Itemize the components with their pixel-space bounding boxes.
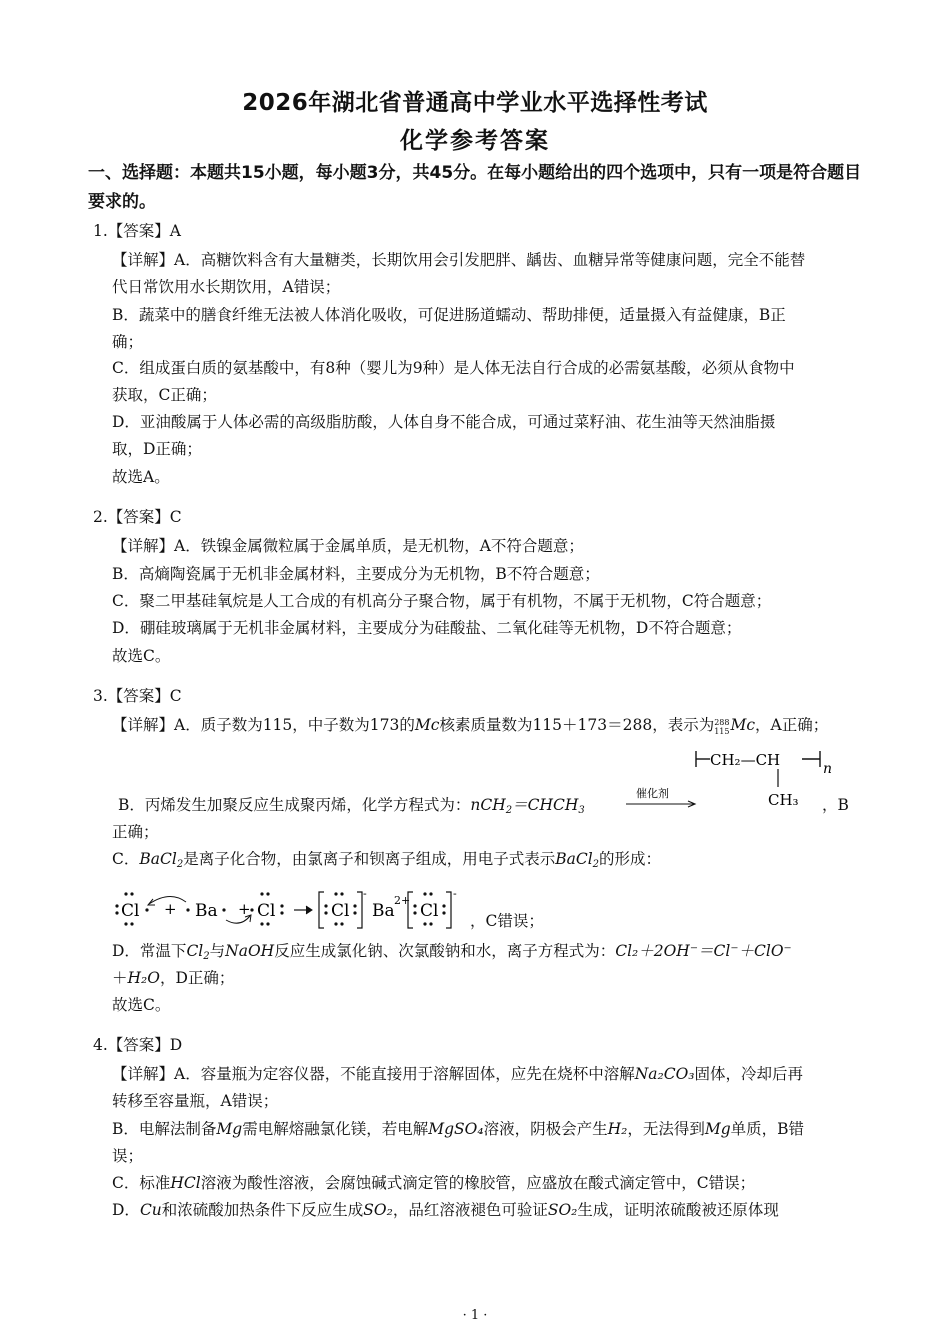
exam-title: 2026年湖北省普通高中学业水平选择性考试 <box>242 90 708 116</box>
q2-line: B．高熵陶瓷属于无机非金属材料，主要成分为无机物，B不符合题意； <box>112 565 600 583</box>
q1-line: D．亚油酸属于人体必需的高级脂肪酸，人体自身不能合成，可通过菜籽油、花生油等天然油脂摄 <box>112 413 776 431</box>
q3-line-b-end: ，B <box>822 796 849 814</box>
q1-line: 获取，C正确； <box>112 386 217 404</box>
q1-line: 代日常饮用水长期饮用，A错误； <box>112 278 341 296</box>
q3-line-a: 【详解】A．质子数为115，中子数为173的Mc核素质量数为115＋173＝288，表示为288 115Mc，A正确； <box>112 716 829 736</box>
chlorine-atom: Cl <box>121 901 140 921</box>
page-number: · 1 · <box>462 1308 488 1323</box>
q2-line: D．硼硅玻璃属于无机非金属材料，主要成分为硅酸盐、二氧化硅等无机物，D不符合题意； <box>112 619 742 637</box>
chloride-ion: Cl <box>331 901 350 921</box>
q1-answer: 1.【答案】A <box>93 222 181 240</box>
charge-label: - <box>453 887 457 900</box>
q3-line-d: D．常温下$Cl_2$与NaOH反应生成氯化钠、次氯酸钠和水，离子方程式为：Cl₂＋2OH⁻＝Cl⁻＋ClO⁻ <box>112 942 792 962</box>
polymer-n: n <box>823 761 833 777</box>
q2-answer: 2.【答案】C <box>93 508 182 526</box>
chlorine-atom: Cl <box>257 901 276 921</box>
nuclide-symbol: 288 115 <box>714 718 730 736</box>
plus-sign: + <box>164 900 177 918</box>
q3-line-c: C．BaCl$_2$是离子化合物，由氯离子和钡离子组成，用电子式表示BaCl$_2$的形成： <box>112 850 662 870</box>
q1-line: 取，D正确； <box>112 440 202 458</box>
q3-answer: 3.【答案】C <box>93 687 182 705</box>
polymer-methyl: CH₃ <box>768 791 799 809</box>
q2-line: 故选C。 <box>112 647 171 665</box>
q4-line-b: B．电解法制备Mg需电解熔融氯化镁，若电解MgSO₄溶液，阴极会产生H₂，无法得到Mg单质，B错 <box>112 1120 805 1138</box>
q2-line: C．聚二甲基硅氧烷是人工合成的有机高分子聚合物，属于有机物，不属于无机物，C符合题意； <box>112 592 772 610</box>
catalyst-label: 催化剂 <box>636 787 669 800</box>
q1-line: 确； <box>112 333 144 351</box>
q4-line-a: 【详解】A．容量瓶为定容仪器，不能直接用于溶解固体，应先在烧杯中溶解Na₂CO₃固体，冷却后再 <box>112 1065 804 1083</box>
electron-dot-diagram <box>112 884 482 934</box>
q1-line: B．蔬菜中的膳食纤维无法被人体消化吸收，可促进肠道蠕动、帮助排便，适量摄入有益健康，B正 <box>112 306 786 324</box>
q4-line: 转移至容量瓶，A错误； <box>112 1092 279 1110</box>
section-heading: 一、选择题：本题共15小题，每小题3分，共45分。在每小题给出的四个选项中，只有一项是符合题目要求的。 <box>88 163 862 212</box>
q4-answer: 4.【答案】D <box>93 1036 183 1054</box>
barium-atom: Ba <box>195 901 218 921</box>
polypropylene-structure <box>692 745 842 815</box>
q4-line-d: D．Cu和浓硫酸加热条件下反应生成SO₂，品红溶液褪色可验证SO₂生成，证明浓硫酸被还原体现 <box>112 1201 779 1219</box>
q3-line-d2: ＋H₂O，D正确； <box>112 969 235 987</box>
plus-sign: + <box>238 900 251 918</box>
q1-line: 故选A。 <box>112 468 170 486</box>
q4-line-c: C．标准HCl溶液为酸性溶液，会腐蚀碱式滴定管的橡胶管，应盛放在酸式滴定管中，C错误； <box>112 1174 756 1192</box>
q3-line-b: B．丙烯发生加聚反应生成聚丙烯，化学方程式为：$nCH_2=CHCH_3$ <box>118 796 585 816</box>
charge-label: 2+ <box>394 894 411 907</box>
q1-line: 【详解】A．高糖饮料含有大量糖类，长期饮用会引发肥胖、龋齿、血糖异常等健康问题，完全不能替 <box>112 251 806 269</box>
exam-subtitle: 化学参考答案 <box>400 128 550 154</box>
charge-label: - <box>363 887 367 900</box>
reaction-arrow <box>624 786 700 812</box>
q3-line: 故选C。 <box>112 996 171 1014</box>
q4-line: 误； <box>112 1147 144 1165</box>
q3-electron-dot-conclusion: ，C错误； <box>470 912 544 930</box>
chloride-ion: Cl <box>420 901 439 921</box>
barium-ion: Ba <box>372 901 395 921</box>
q3-line: 正确； <box>112 823 159 841</box>
polymer-backbone: CH₂—CH <box>710 751 781 769</box>
q1-line: C．组成蛋白质的氨基酸中，有8种（婴儿为9种）是人体无法自行合成的必需氨基酸，必须从食物中 <box>112 359 795 377</box>
q2-line: 【详解】A．铁镍金属微粒属于金属单质，是无机物，A不符合题意； <box>112 537 584 555</box>
